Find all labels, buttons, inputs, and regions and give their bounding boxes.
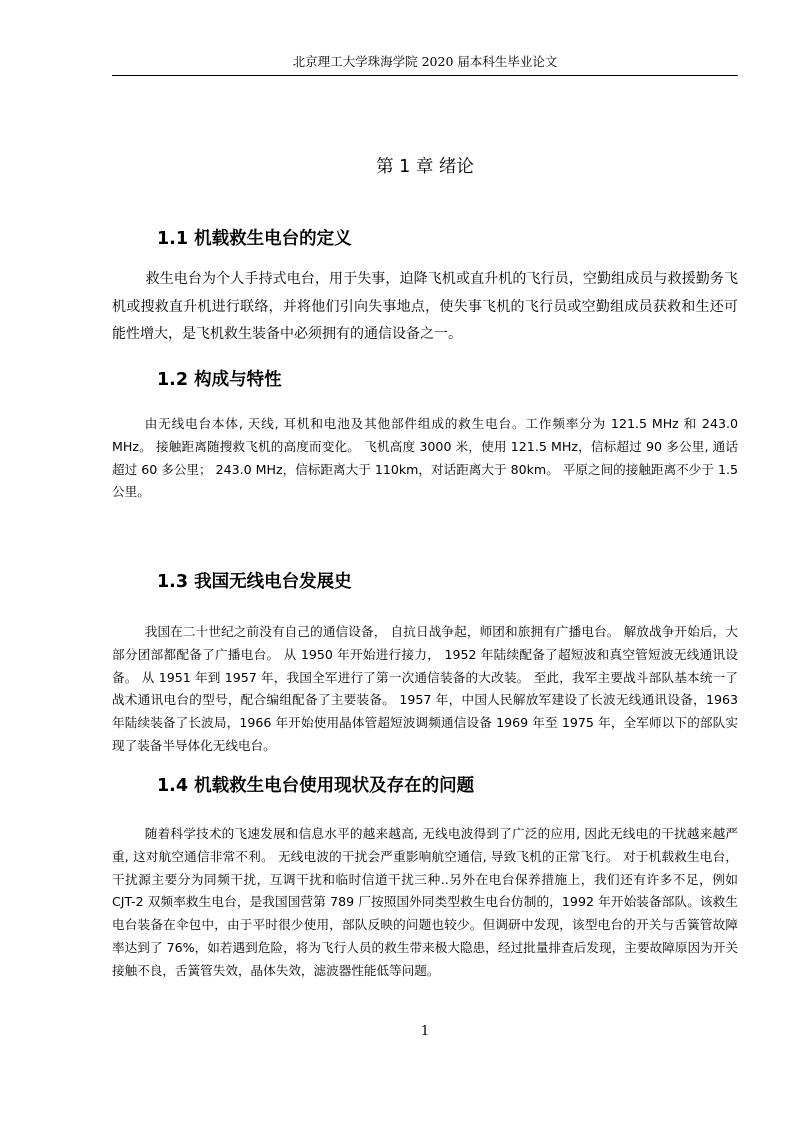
- section-heading-1-4: 1.4 机载救生电台使用现状及存在的问题: [157, 776, 475, 796]
- section-paragraph-1-3: 我国在二十世纪之前没有自己的通信设备， 自抗日战争起，师团和旅拥有广播电台。 解放战争开始后，大部分团部都配备了广播电台。 从 1950 年开始进行接力， 1952 年陆续配备了超短波和真空管短波无线通讯设备。 从 1951 年到 1957 年，我国全军进行了第一次通信装备的大改装。 至此，我军主要战斗部队基本统一了战术通讯电台的型号，配合编组配备了主要装备。 1957 年，中国人民解放军建设了长波无线通讯设备，1963 年陆续装备了长波局，1966 年开始使用晶体管超短波调频通信设备 1969 年至 1975 年，全军师以下的部队实现了装备半导体化无线电台。: [112, 624, 738, 753]
- section-paragraph-1-2: 由无线电台本体, 天线, 耳机和电池及其他部件组成的救生电台。工作频率分为 121.5 MHz 和 243.0 MHz。 接触距离随搜救飞机的高度而变化。 飞机高度 3000 米，使用 121.5 MHz，信标超过 90 多公里, 通话超过 60 多公里； 243.0 MHz，信标距离大于 110km，对话距离大于 80km。 平原之间的接触距离不少于 1.5 公里。: [112, 416, 738, 500]
- section-paragraph-1-4: 随着科学技术的飞速发展和信息水平的越来越高, 无线电波得到了广泛的应用, 因此无线电的干扰越来越严重, 这对航空通信非常不利。 无线电波的干扰会严重影响航空通信, 导致飞机的正常飞行。 对于机载救生电台，干扰源主要分为同频干扰，互调干扰和临时信道干扰三种..另外在电台保养措施上，我们还有许多不足，例如 CJT-2 双频率救生电台，是我国国营第 789 厂按照国外同类型救生电台仿制的，1992 年开始装备部队。该救生电台装备在伞包中，由于平时很少使用，部队反映的问题也较少。但调研中发现，该型电台的开关与舌簧管故障率达到了 76%，如若遇到危险，将为飞行人员的救生带来极大隐患，经过批量排查后发现，主要故障原因为开关接触不良，舌簧管失效，晶体失效，滤波器性能低等问题。: [112, 826, 738, 978]
- section-paragraph-1-1: 救生电台为个人手持式电台，用于失事，迫降飞机或直升机的飞行员，空勤组成员与救援勤务飞机或搜救直升机进行联络，并将他们引向失事地点，使失事飞机的飞行员或空勤组成员获救和生还可能性增大，是飞机救生装备中必须拥有的通信设备之一。: [112, 271, 738, 342]
- section-heading-1-1: 1.1 机载救生电台的定义: [157, 229, 352, 249]
- section-heading-1-3: 1.3 我国无线电台发展史: [157, 572, 352, 592]
- chapter-title: 第 1 章 绪论: [376, 157, 474, 177]
- running-header: 北京理工大学珠海学院 2020 届本科生毕业论文: [292, 54, 558, 69]
- page-number: 1: [420, 1024, 430, 1039]
- section-heading-1-2: 1.2 构成与特性: [157, 370, 282, 390]
- header-rule: [112, 75, 738, 76]
